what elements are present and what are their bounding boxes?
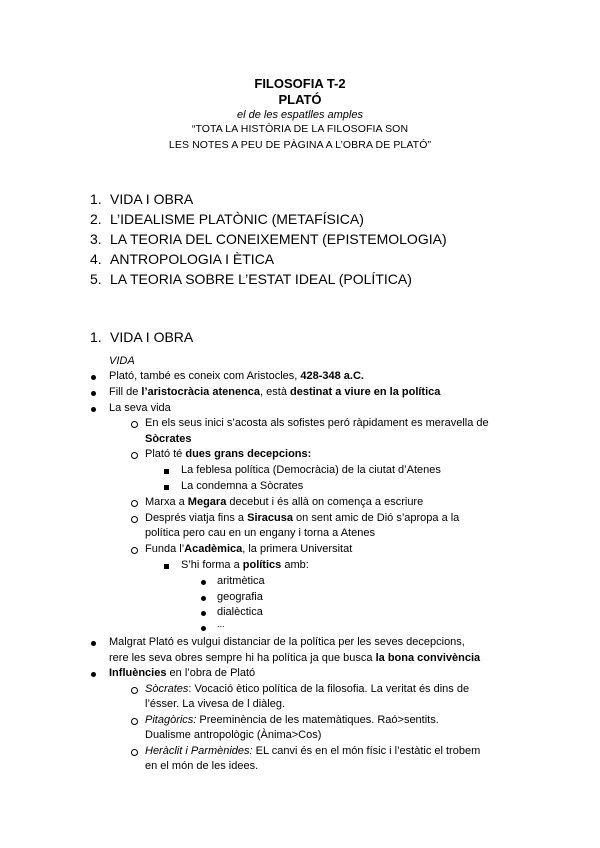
- list-item: S’hi forma a polítics amb:: [181, 559, 309, 571]
- vida-label: VIDA: [109, 355, 135, 367]
- list-item: La condemna a Sòcrates: [181, 480, 304, 492]
- list-item: Marxa a Megara decebut i és allà on comença a escriure: [145, 496, 424, 508]
- list-item: Fill de l’aristocràcia atenenca, està destinat a viure en la política: [109, 386, 441, 398]
- bullet-square: [164, 469, 169, 474]
- bullet-circle: [131, 452, 138, 459]
- list-item: Després viatja fins a Siracusa on sent amic de Dió s’apropa a la: [145, 512, 460, 524]
- list-item: Heràclit i Parmènides: EL canvi és en el món físic i l’estàtic el trobem: [145, 745, 481, 757]
- bullet-dot: [91, 391, 96, 396]
- bullet-dot: [201, 580, 206, 585]
- list-item-continuation: rere les seva obres sempre hi ha política ja que busca la bona convivència: [109, 652, 481, 664]
- list-item-continuation: Sòcrates: [145, 433, 192, 445]
- list-item: Pitagòrics: Preeminència de les matemàtiques. Raó>sentits.: [145, 714, 439, 726]
- bullet-dot: [201, 626, 206, 631]
- bullet-dot: [91, 672, 96, 677]
- section-heading: 1. VIDA I OBRA: [90, 329, 194, 345]
- list-item: ...: [217, 619, 225, 629]
- page-subtitle-plato: PLATÓ: [278, 92, 322, 107]
- page-title: FILOSOFIA T-2: [254, 76, 346, 91]
- list-item: Sòcrates: Vocació ètico política de la filosofia. La veritat és dins de: [145, 683, 470, 695]
- list-item: Influències en l’obra de Plató: [109, 667, 256, 679]
- bullet-square: [164, 564, 169, 569]
- bullet-circle: [131, 421, 138, 428]
- page-tagline: el de les espatlles amples: [237, 109, 363, 121]
- list-item: Plató, també es coneix com Aristocles, 428-348 a.C.: [109, 370, 364, 382]
- list-item: Malgrat Plató es vulgui distanciar de la política per les seves decepcions,: [109, 636, 465, 648]
- list-item: Funda l’Acadèmica, la primera Universitat: [145, 543, 353, 555]
- list-item: dialèctica: [217, 606, 263, 618]
- list-item: Plató té dues grans decepcions:: [145, 448, 312, 460]
- bullet-dot: [91, 407, 96, 412]
- list-item: aritmètica: [217, 575, 265, 587]
- quote-line-1: “TOTA LA HISTÒRIA DE LA FILOSOFIA SON: [191, 123, 409, 135]
- bullet-circle: [131, 547, 138, 554]
- bullet-circle: [131, 500, 138, 507]
- bullet-dot: [91, 641, 96, 646]
- list-item-continuation: Dualisme antropològic (Ànima>Cos): [145, 729, 322, 741]
- list-item-continuation: l’ésser. La vivesa de l diàleg.: [145, 698, 286, 710]
- toc-item-4: 4. ANTROPOLOGIA I ÈTICA: [90, 251, 275, 267]
- list-item: La feblesa política (Democràcia) de la ciutat d’Atenes: [181, 464, 441, 476]
- bullet-dot: [201, 596, 206, 601]
- toc-item-3: 3. LA TEORIA DEL CONEIXEMENT (EPISTEMOLOGIA): [90, 231, 447, 247]
- list-item: En els seus inici s’acosta als sofistes peró ràpidament es meravella de: [145, 417, 489, 429]
- list-item-continuation: en el món de les idees.: [145, 760, 259, 772]
- list-item: La seva vida: [109, 402, 171, 414]
- toc-item-5: 5. LA TEORIA SOBRE L’ESTAT IDEAL (POLÍTICA): [90, 271, 412, 287]
- bullet-dot: [91, 375, 96, 380]
- toc-item-2: 2. L’IDEALISME PLATÒNIC (METAFÍSICA): [90, 211, 364, 227]
- list-item-continuation: política pero cau en un engany i torna a Atenes: [145, 527, 375, 539]
- bullet-square: [164, 485, 169, 490]
- list-item: geografia: [217, 591, 263, 603]
- table-of-contents: [90, 189, 447, 289]
- quote-line-2: LES NOTES A PEU DE PÀGINA A L’OBRA DE PLATÓ”: [168, 139, 432, 151]
- bullet-circle: [131, 516, 138, 523]
- bullet-circle: [131, 718, 138, 725]
- bullet-dot: [201, 611, 206, 616]
- bullet-circle: [131, 749, 138, 756]
- bullet-circle: [131, 687, 138, 694]
- toc-item-1: 1. VIDA I OBRA: [90, 191, 194, 207]
